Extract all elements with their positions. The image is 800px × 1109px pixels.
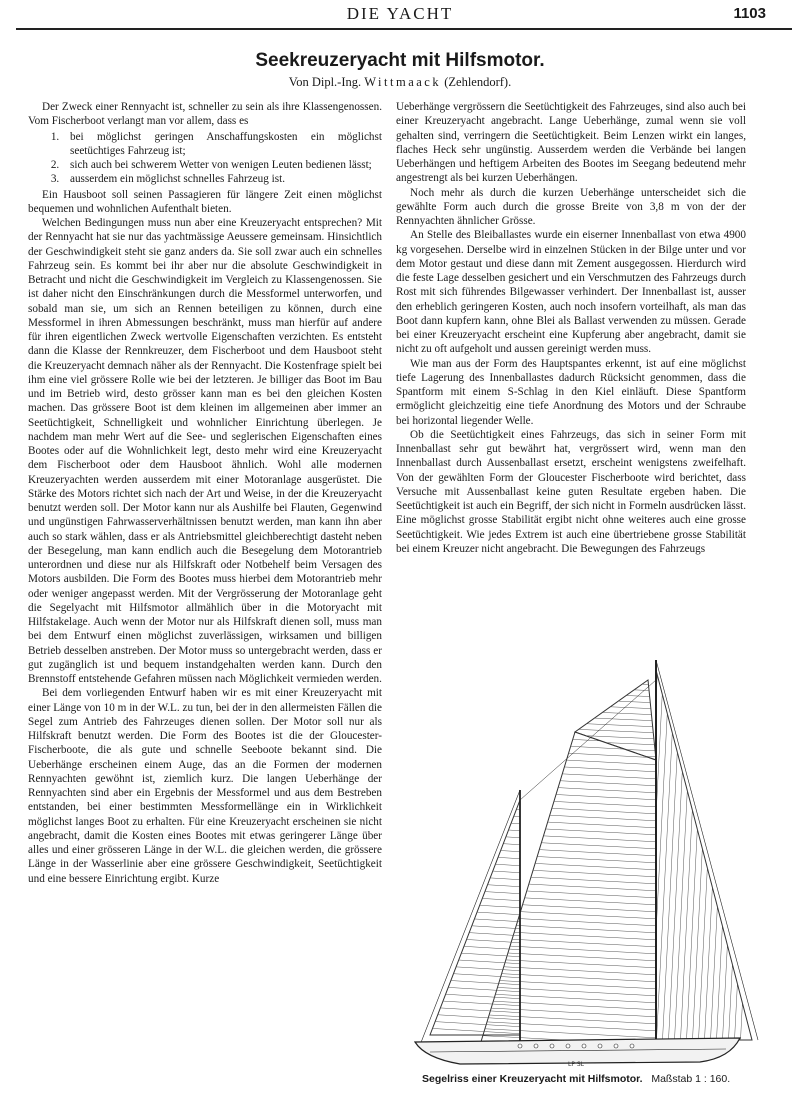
requirements-list	[28, 130, 382, 187]
sail-seam-line	[425, 923, 525, 929]
sail-seam-line	[425, 1021, 525, 1027]
sail-seam-line	[674, 660, 694, 1050]
main-sail	[470, 720, 660, 1059]
sail-seam-line	[570, 729, 660, 733]
sail-seam-line	[425, 1028, 525, 1034]
sail-seam-line	[570, 693, 660, 697]
porthole	[534, 1044, 538, 1048]
intro-paragraph: Der Zweck einer Rennyacht ist, schneller zu sein als ihre Klassengenossen. Vom Fischerboot verlangt man vor allem, dass es	[28, 101, 382, 128]
header-rule	[16, 28, 792, 30]
sail-seam-line	[692, 660, 712, 1050]
sail-seam-line	[710, 660, 730, 1050]
sail-seam-line	[570, 753, 660, 757]
sail-seam-line	[425, 853, 525, 859]
sail-seam-line	[425, 1000, 525, 1006]
sail-seam-line	[740, 660, 760, 1050]
sail-seam-line	[470, 727, 660, 737]
sail-seam-line	[425, 860, 525, 866]
sail-seam-line	[570, 711, 660, 715]
sail-seam-line	[656, 660, 676, 1050]
sail-seam-line	[425, 1035, 525, 1041]
sail-seam-line	[570, 699, 660, 703]
sail-seam-line	[650, 660, 670, 1050]
byline	[0, 75, 800, 90]
paragraph: An Stelle des Bleiballastes wurde ein eiserner Innenballast von etwa 4900 kg vorgesehen. Derselbe wird in einzelnen Stücken in der Bilge unter und vor dem Motor gestaut und diese dann mit Zement ausgegossen. Hierdurch wird die feste Lage desselben gesichert und ein Verschmutzen des Fahrzeugs durch Rost mit sich führendes Bilgewasser verhindert. Der Innenballast ist, ausser den erheblich geringeren Kosten, auch noch insofern vorteilhaft, als man das Boot dann kupfern kann, ohne Blei als Ballast verwenden zu müssen. Gerade bei einer Kreuzeryacht erscheint eine Kupferung aber angebracht, damit sie nicht zu oft aufgeholt und aussen gereinigt werden muss.	[396, 229, 746, 356]
list-item: 3. ausserdem ein möglichst schnelles Fahrzeug ist.	[62, 172, 382, 186]
figure-caption	[422, 1073, 758, 1085]
running-title: DIE YACHT	[346, 4, 454, 23]
list-item: 2. sich auch bei schwerem Wetter von wenigen Leuten bedienen lässt;	[62, 158, 382, 172]
top-sail	[570, 675, 660, 769]
sail-seam-line	[570, 705, 660, 709]
masts	[420, 660, 758, 1050]
porthole	[550, 1044, 554, 1048]
article-title: Seekreuzeryacht mit Hilfsmotor.	[255, 50, 545, 71]
sail-seam-line	[680, 660, 700, 1050]
byline-suffix: (Zehlendorf).	[444, 75, 512, 89]
caption-scale: Maßstab 1 : 160.	[651, 1073, 731, 1085]
byline-prefix: Von Dipl.-Ing.	[288, 75, 362, 89]
paragraph: Ueberhänge vergrössern die Seetüchtigkeit des Fahrzeuges, sind also auch bei einer Kreuzeryacht angebracht. Lange Ueberhänge, zumal wenn sie voll gehalten sind, verringern die Seetüchtigkeit. Beim Lenzen wirkt ein langes, flaches Heck sehr ungünstig. Ausserdem werden die Verbände bei langen Ueberhängen und heftigem Arbeiten des Bootes im Seegang bedeutend mehr angestrengt als bei kurzen Ueberhängen.	[396, 101, 746, 185]
paragraph: Welchen Bedingungen muss nun aber eine Kreuzeryacht entsprechen? Mit der Rennyacht hat sie nur das yachtmässige Aeussere gemeinsam. Hinsichtlich der Geschwindigkeit steht sie ganz anders da. Sie soll zwar auch ein schnelles Fahrzeug sein. Es kommt bei ihr aber nur die absolute Geschwindigkeit in Betracht und nicht die Geschwindigkeit im Vergleich zu Klassengenossen. Sie ist daher nicht den Einschränkungen durch die Messformel unterworfen, und sobald man sie, um sich an Rennen beteiligen zu können, durch eine Messformel in ihren Abmessungen beschränkt, muss man hierfür auf andere für ihren eigentlichen Zweck wertvolle Eigenschaften verzichten. Es entsteht dann die Klasse der Rennkreuzer, dem Fischerboot und dem Hausboot steht die Kreuzeryacht demnach näher als der Rennyacht. Die Kostenfrage spielt bei ihm eine viel grössere Rolle wie bei der letzteren. Je billiger das Boot im Bau und im Betrieb wird, desto grösser kann man es bei den gleichen Kosten machen. Das grössere Boot ist dem kleinen im allgemeinen aber immer an Seetüchtigkeit, Schnelligkeit und wohnlicher Einrichtung überlegen. Je nachdem man mehr Wert auf die See- und seglerischen Eigenschaften eines Bootes oder auf die Wohnlichkeit legt, desto mehr wird eine Kreuzeryacht dem Fischerboot oder dem Hausboot ähnlich. Wohl alle modernen Kreuzeryachten werden ausserdem mit einer Motoranlage ausgerüstet. Die Stärke des Motors richtet sich nach der Art und Weise, in der die Kreuzeryacht benutzt werden soll. Der Motor kann nur als Aushilfe bei Flauten, Gegenwind und ungünstigen Fahrwasserverhältnissen benutzt werden, man kann ihn aber auch so stark wählen, dass er als Antriebsmittel gleichberechtigt dasteht neben der Besegelung, man kann endlich auch die Besegelung dem Motorantrieb unterordnen und diese nur als Hilfskraft oder Notbehelf beim Versagen des Motors ausbilden. Die Form des Bootes muss hierbei dem Motorantrieb mehr oder weniger angepasst werden. Mit der Vergrösserung der Motoranlage geht die Segelyacht mit Hilfsmotor allmählich über in die Motoryacht mit Hilfstakelage. Auch wenn der Motor nur als Hilfskraft dienen soll, muss man bei dem Entwurf einen möglichst zuverlässigen, wirksamen und billigen Betrieb desselben anstreben. Der Motor muss so untergebracht werden, dass er gut zugänglich ist und bequem instandgehalten werden kann. Durch den Brennstoff entstehende Gefahren müssen nach Möglichkeit vermieden werden.	[28, 217, 382, 685]
sail-seam-line	[425, 937, 525, 943]
sail-seam-line	[425, 881, 525, 887]
paragraph: Ob die Seetüchtigkeit eines Fahrzeugs, das sich in seiner Form mit Innenballast sehr gut bewährt hat, vergrössert wird, wenn man den Innenballast durch Aussenballast ersetzt, erscheint wenigstens zweifelhaft. Von der gewählten Form der Gloucester Fischerboote wird berichtet, dass Versuche mit Aussenballast keine guten Resultate ergeben haben. Die Seetüchtigkeit ist auch ein Begriff, der sich nicht in Formeln ausdrücken lässt. Eine möglichst grosse Stabilität ergibt nicht ohne weiteres auch eine grosse Seetüchtigkeit. Wie jedes Extrem ist auch eine übertriebene grosse Stabilität bei einem Kreuzer nicht angebracht. Die Bewegungen des Fahrzeugs	[396, 428, 746, 555]
sail-seam-line	[570, 747, 660, 751]
sail-seam-line	[425, 874, 525, 880]
byline-name: Wittmaack	[364, 75, 442, 89]
sail-seam-line	[425, 965, 525, 971]
sail-seam-line	[425, 846, 525, 852]
paragraph: Ein Hausboot soll seinen Passagieren für längere Zeit einen möglichst bequemen und wohnlichen Aufenthalt bieten.	[28, 188, 382, 215]
sail-seam-line	[734, 660, 754, 1050]
sail-seam-line	[425, 804, 525, 810]
drawing-mark: LP SL	[568, 1061, 585, 1068]
sail-seam-line	[570, 717, 660, 721]
sail-seam-line	[425, 895, 525, 901]
paragraph: Noch mehr als durch die kurzen Ueberhänge unterscheidet sich die gewählte Form auch durch die grosse Breite von 3,8 m von der der Rennyachten ähnlicher Grösse.	[396, 186, 746, 227]
sail-seam-line	[570, 741, 660, 745]
sail-seam-line	[425, 958, 525, 964]
sail-seam-line	[425, 972, 525, 978]
sail-seam-line	[570, 765, 660, 769]
sail-seam-line	[668, 660, 688, 1050]
sail-seam-line	[425, 1014, 525, 1020]
porthole	[630, 1044, 634, 1048]
sail-seam-line	[425, 818, 525, 824]
porthole	[614, 1044, 618, 1048]
sail-seam-line	[425, 909, 525, 915]
sail-seam-line	[425, 888, 525, 894]
sail-seam-line	[425, 979, 525, 985]
sail-seam-line	[425, 797, 525, 803]
sail-seam-line	[425, 867, 525, 873]
sail-seam-line	[425, 986, 525, 992]
right-column	[396, 100, 746, 645]
sail-seam-line	[570, 687, 660, 691]
sail-seam-line	[425, 951, 525, 957]
sail-seam-line	[716, 660, 736, 1050]
sail-seam-line	[704, 660, 724, 1050]
paragraph: Wie man aus der Form des Hauptspantes erkennt, ist auf eine möglichst tiefe Lagerung des Innenballastes dadurch Rücksicht genommen, dass die Spantform mit einem S-Schlag in den Kiel einläuft. Diese Spantform ermöglicht gleichzeitig eine tiefe Anordnung des Motors und der Schraube bei horizontal liegender Welle.	[396, 357, 746, 427]
porthole	[582, 1044, 586, 1048]
sail-seam-line	[425, 832, 525, 838]
caption-text: Segelriss einer Kreuzeryacht mit Hilfsmotor.	[422, 1073, 643, 1085]
sail-seam-line	[644, 660, 664, 1050]
sail-seam-line	[425, 839, 525, 845]
porthole	[518, 1044, 522, 1048]
sail-seam-line	[425, 930, 525, 936]
paragraph: Bei dem vorliegenden Entwurf haben wir es mit einer Kreuzeryacht mit einer Länge von 10 m in der W.L. zu tun, bei der in den allermeisten Fällen die Segel zum Antrieb des Fahrzeuges dienen sollen. Der Motor soll nur als Hilfskraft benutzt werden. Die Form des Bootes ist die der Gloucester-Fischerboote, die als gute und schnelle Seeboote bekannt sind. Die Ueberhänge erscheinen einem Auge, das an die Formen der modernen Rennyachten gewöhnt ist, ziemlich kurz. Die langen Ueberhänge der Rennyachten sind aber ein Ergebnis der Messformel und aus dem Bestreben entstanden, bei einer bestimmten Messformellänge ein in Wirklichkeit möglichst langes Boot zu erhalten. Für eine Kreuzeryacht erscheinen sie nicht angebracht, damit die Kosten eines Bootes mit etwas geringerer Länge über alles und einer grösseren Länge in der W.L. die gleichen werden, die grössere Länge in der Wasserlinie aber eine grössere Geschwindigkeit, Seetüchtigkeit und eine bessere Einrichtung ergibt. Kurze	[28, 687, 382, 885]
page-number: 1103	[733, 5, 766, 22]
sail-seam-line	[470, 720, 660, 730]
sail-seam-line	[470, 734, 660, 744]
left-column	[28, 100, 382, 1098]
porthole	[566, 1044, 570, 1048]
sail-seam-line	[570, 735, 660, 739]
sail-plan-drawing	[400, 660, 760, 1070]
sail-seam-line	[686, 660, 706, 1050]
porthole	[598, 1044, 602, 1048]
list-item: 1. bei möglichst geringen Anschaffungskosten ein möglichst seetüchtiges Fahrzeug ist;	[62, 130, 382, 159]
sail-seam-line	[425, 790, 525, 796]
sail-seam-line	[570, 675, 660, 679]
sail-seam-line	[698, 660, 718, 1050]
